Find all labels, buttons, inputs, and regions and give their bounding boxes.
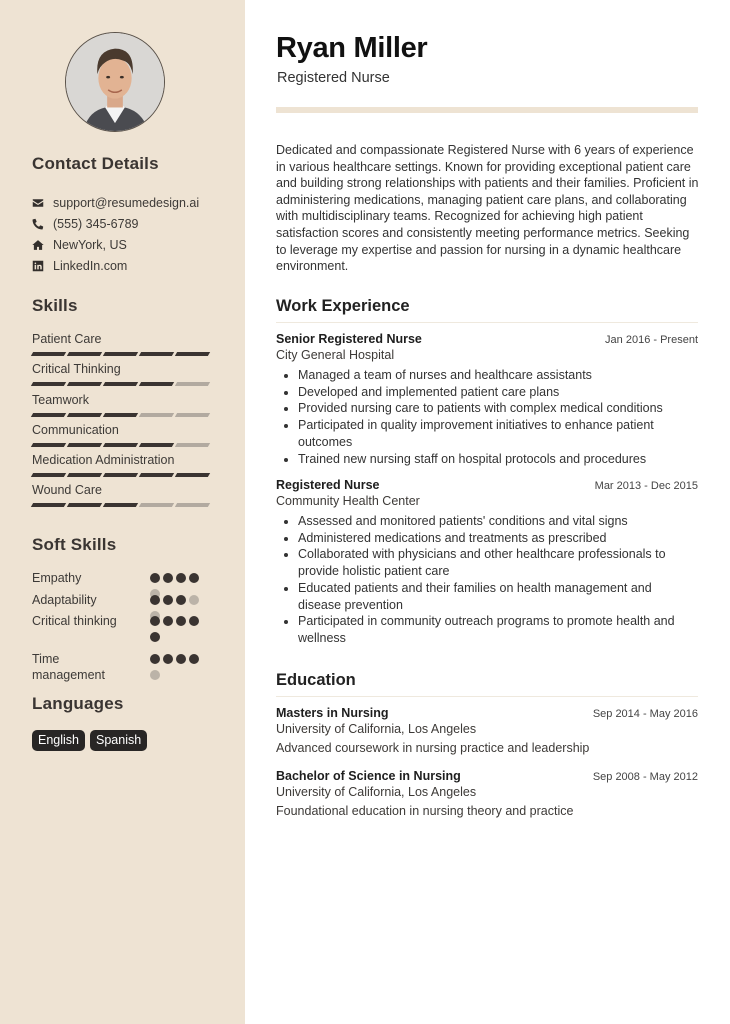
skill-level-segment xyxy=(31,413,66,417)
education-description: Foundational education in nursing theory and practice xyxy=(276,804,574,818)
contact-linkedin[interactable]: LinkedIn.com xyxy=(32,255,199,276)
school-name: University of California, Los Angeles xyxy=(276,785,477,799)
skill-level-segment xyxy=(139,503,174,507)
skill-level-segment xyxy=(67,443,102,447)
skills-heading: Skills xyxy=(32,296,78,315)
job-entry xyxy=(276,332,698,467)
skill-level-segment xyxy=(175,382,210,386)
skills-list xyxy=(32,331,217,513)
soft-skill-dot xyxy=(150,654,160,664)
skill-item xyxy=(32,392,217,422)
contact-phone[interactable]: (555) 345-6789 xyxy=(32,213,199,234)
soft-skill-dot xyxy=(150,595,160,605)
skill-level-segment xyxy=(31,473,66,477)
skill-level-segment xyxy=(103,503,138,507)
soft-skill-item xyxy=(32,592,222,614)
language-pill: English xyxy=(32,730,85,751)
soft-skill-dot xyxy=(163,573,173,583)
soft-skill-dot xyxy=(150,632,160,642)
skill-level-segment xyxy=(31,382,66,386)
bullet-item: Educated patients and their families on health management and disease prevention xyxy=(298,580,698,613)
skill-level-segment xyxy=(103,443,138,447)
skill-level-segment xyxy=(139,443,174,447)
school-name: University of California, Los Angeles xyxy=(276,722,477,736)
skill-level-segment xyxy=(139,473,174,477)
skill-level-meter xyxy=(32,382,217,386)
home-icon xyxy=(32,239,44,251)
sidebar xyxy=(0,0,245,1024)
education-entry xyxy=(276,706,698,755)
skill-level-segment xyxy=(139,352,174,356)
skill-level-segment xyxy=(67,473,102,477)
skill-level-segment xyxy=(175,503,210,507)
education-date: Sep 2014 - May 2016 xyxy=(592,708,698,720)
soft-skill-dot xyxy=(189,654,199,664)
skill-level-segment xyxy=(175,352,210,356)
skill-level-meter xyxy=(32,413,217,417)
bullet-item: Collaborated with physicians and other healthcare professionals to provide holistic patient care xyxy=(298,546,698,579)
skill-level-segment xyxy=(31,443,66,447)
skill-level-meter xyxy=(32,443,217,447)
skill-level-segment xyxy=(139,413,174,417)
skill-level-segment xyxy=(67,382,102,386)
bullet-item: Assessed and monitored patients' conditions and vital signs xyxy=(298,513,698,530)
skill-level-segment xyxy=(175,473,210,477)
education-entry xyxy=(276,769,698,818)
bullet-item: Trained new nursing staff on hospital protocols and procedures xyxy=(298,451,698,468)
bullet-item: Administered medications and treatments as prescribed xyxy=(298,530,698,547)
degree-title: Bachelor of Science in Nursing xyxy=(276,769,461,783)
education-description: Advanced coursework in nursing practice and leadership xyxy=(276,741,590,755)
envelope-icon xyxy=(32,197,44,209)
profile-photo xyxy=(66,33,164,131)
skill-item xyxy=(32,361,217,391)
job-title: Senior Registered Nurse xyxy=(276,332,422,346)
candidate-title: Registered Nurse xyxy=(277,70,390,86)
soft-skill-dot xyxy=(176,595,186,605)
skill-level-segment xyxy=(31,503,66,507)
contact-details-heading: Contact Details xyxy=(32,154,159,173)
soft-skill-name: Critical thinking xyxy=(32,614,117,628)
bullet-item: Participated in community outreach programs to promote health and wellness xyxy=(298,613,698,646)
bullet-item: Participated in quality improvement initiatives to enhance patient outcomes xyxy=(298,417,698,450)
soft-skill-dot xyxy=(189,616,199,626)
skill-level-segment xyxy=(31,352,66,356)
bullet-item: Managed a team of nurses and healthcare assistants xyxy=(298,367,698,384)
bullet-item: Provided nursing care to patients with complex medical conditions xyxy=(298,400,698,417)
job-entry xyxy=(276,478,698,647)
languages-list xyxy=(32,730,147,751)
skill-name: Patient Care xyxy=(32,332,102,346)
work-experience-heading: Work Experience xyxy=(276,297,410,315)
soft-skills-list xyxy=(32,570,222,682)
skill-level-segment xyxy=(67,413,102,417)
skill-level-segment xyxy=(67,352,102,356)
soft-skill-dot xyxy=(189,595,199,605)
skill-name: Critical Thinking xyxy=(32,362,121,377)
skill-level-segment xyxy=(103,473,138,477)
job-organization: City General Hospital xyxy=(276,348,395,362)
soft-skill-dot xyxy=(176,573,186,583)
linkedin-icon xyxy=(32,260,44,272)
soft-skill-name: Time management xyxy=(32,652,105,682)
skill-level-meter xyxy=(32,352,217,356)
soft-skill-dot xyxy=(163,654,173,664)
header-divider xyxy=(276,107,698,113)
soft-skill-dot xyxy=(163,595,173,605)
soft-skill-item xyxy=(32,613,222,651)
skill-level-meter xyxy=(32,503,217,507)
candidate-name: Ryan Miller xyxy=(276,32,428,64)
skill-level-segment xyxy=(103,413,138,417)
education-heading: Education xyxy=(276,671,356,689)
skill-level-segment xyxy=(103,352,138,356)
phone-icon xyxy=(32,218,44,230)
main-content xyxy=(245,0,730,1024)
skill-item xyxy=(32,482,217,512)
skill-level-segment xyxy=(139,382,174,386)
summary-text: Dedicated and compassionate Registered Nurse with 6 years of experience in various healthcare settings. Known for providing exceptional patient care and building strong relationships with patients and their families. Proficient in administering medications, managing patient care plans, and collaborating with multidisciplinary teams. Recognized for achieving high patient satisfaction scores and consistently meeting performance metrics. Seeking to leverage my expertise and passion for nursing in a dynamic healthcare environment. xyxy=(276,143,699,274)
skill-level-segment xyxy=(103,382,138,386)
soft-skill-dot xyxy=(150,670,160,680)
soft-skill-name: Adaptability xyxy=(32,592,97,607)
skill-level-segment xyxy=(175,443,210,447)
skill-level-meter xyxy=(32,473,217,477)
skill-name: Wound Care xyxy=(32,483,102,498)
job-title: Registered Nurse xyxy=(276,478,380,492)
avatar xyxy=(65,32,165,132)
job-date: Jan 2016 - Present xyxy=(605,334,698,346)
soft-skill-dot xyxy=(150,616,160,626)
skill-level-segment xyxy=(175,413,210,417)
skill-item xyxy=(32,452,217,482)
job-bullets xyxy=(276,367,698,467)
job-date: Mar 2013 - Dec 2015 xyxy=(594,480,698,492)
skill-name: Teamwork xyxy=(32,392,89,407)
skill-name: Communication xyxy=(32,422,119,437)
language-pill: Spanish xyxy=(90,730,147,751)
contact-email[interactable]: support@resumedesign.ai xyxy=(32,192,199,213)
soft-skill-dot xyxy=(176,616,186,626)
contact-location: NewYork, US xyxy=(32,234,199,255)
degree-title: Masters in Nursing xyxy=(276,706,389,720)
skill-item xyxy=(32,422,217,452)
section-divider xyxy=(276,696,698,697)
soft-skills-heading: Soft Skills xyxy=(32,535,117,554)
education-date: Sep 2008 - May 2012 xyxy=(592,771,698,783)
section-divider xyxy=(276,322,698,323)
skill-item xyxy=(32,331,217,361)
soft-skill-dot xyxy=(189,573,199,583)
contact-list xyxy=(32,192,199,276)
soft-skill-item xyxy=(32,570,222,592)
soft-skill-dot xyxy=(176,654,186,664)
job-bullets xyxy=(276,513,698,647)
skill-level-segment xyxy=(67,503,102,507)
soft-skill-item xyxy=(32,651,222,682)
soft-skill-dot xyxy=(163,616,173,626)
soft-skill-name: Empathy xyxy=(32,571,82,585)
languages-heading: Languages xyxy=(32,694,124,713)
job-organization: Community Health Center xyxy=(276,494,420,508)
skill-name: Medication Administration xyxy=(32,453,175,468)
bullet-item: Developed and implemented patient care plans xyxy=(298,384,698,401)
soft-skill-dot xyxy=(150,573,160,583)
